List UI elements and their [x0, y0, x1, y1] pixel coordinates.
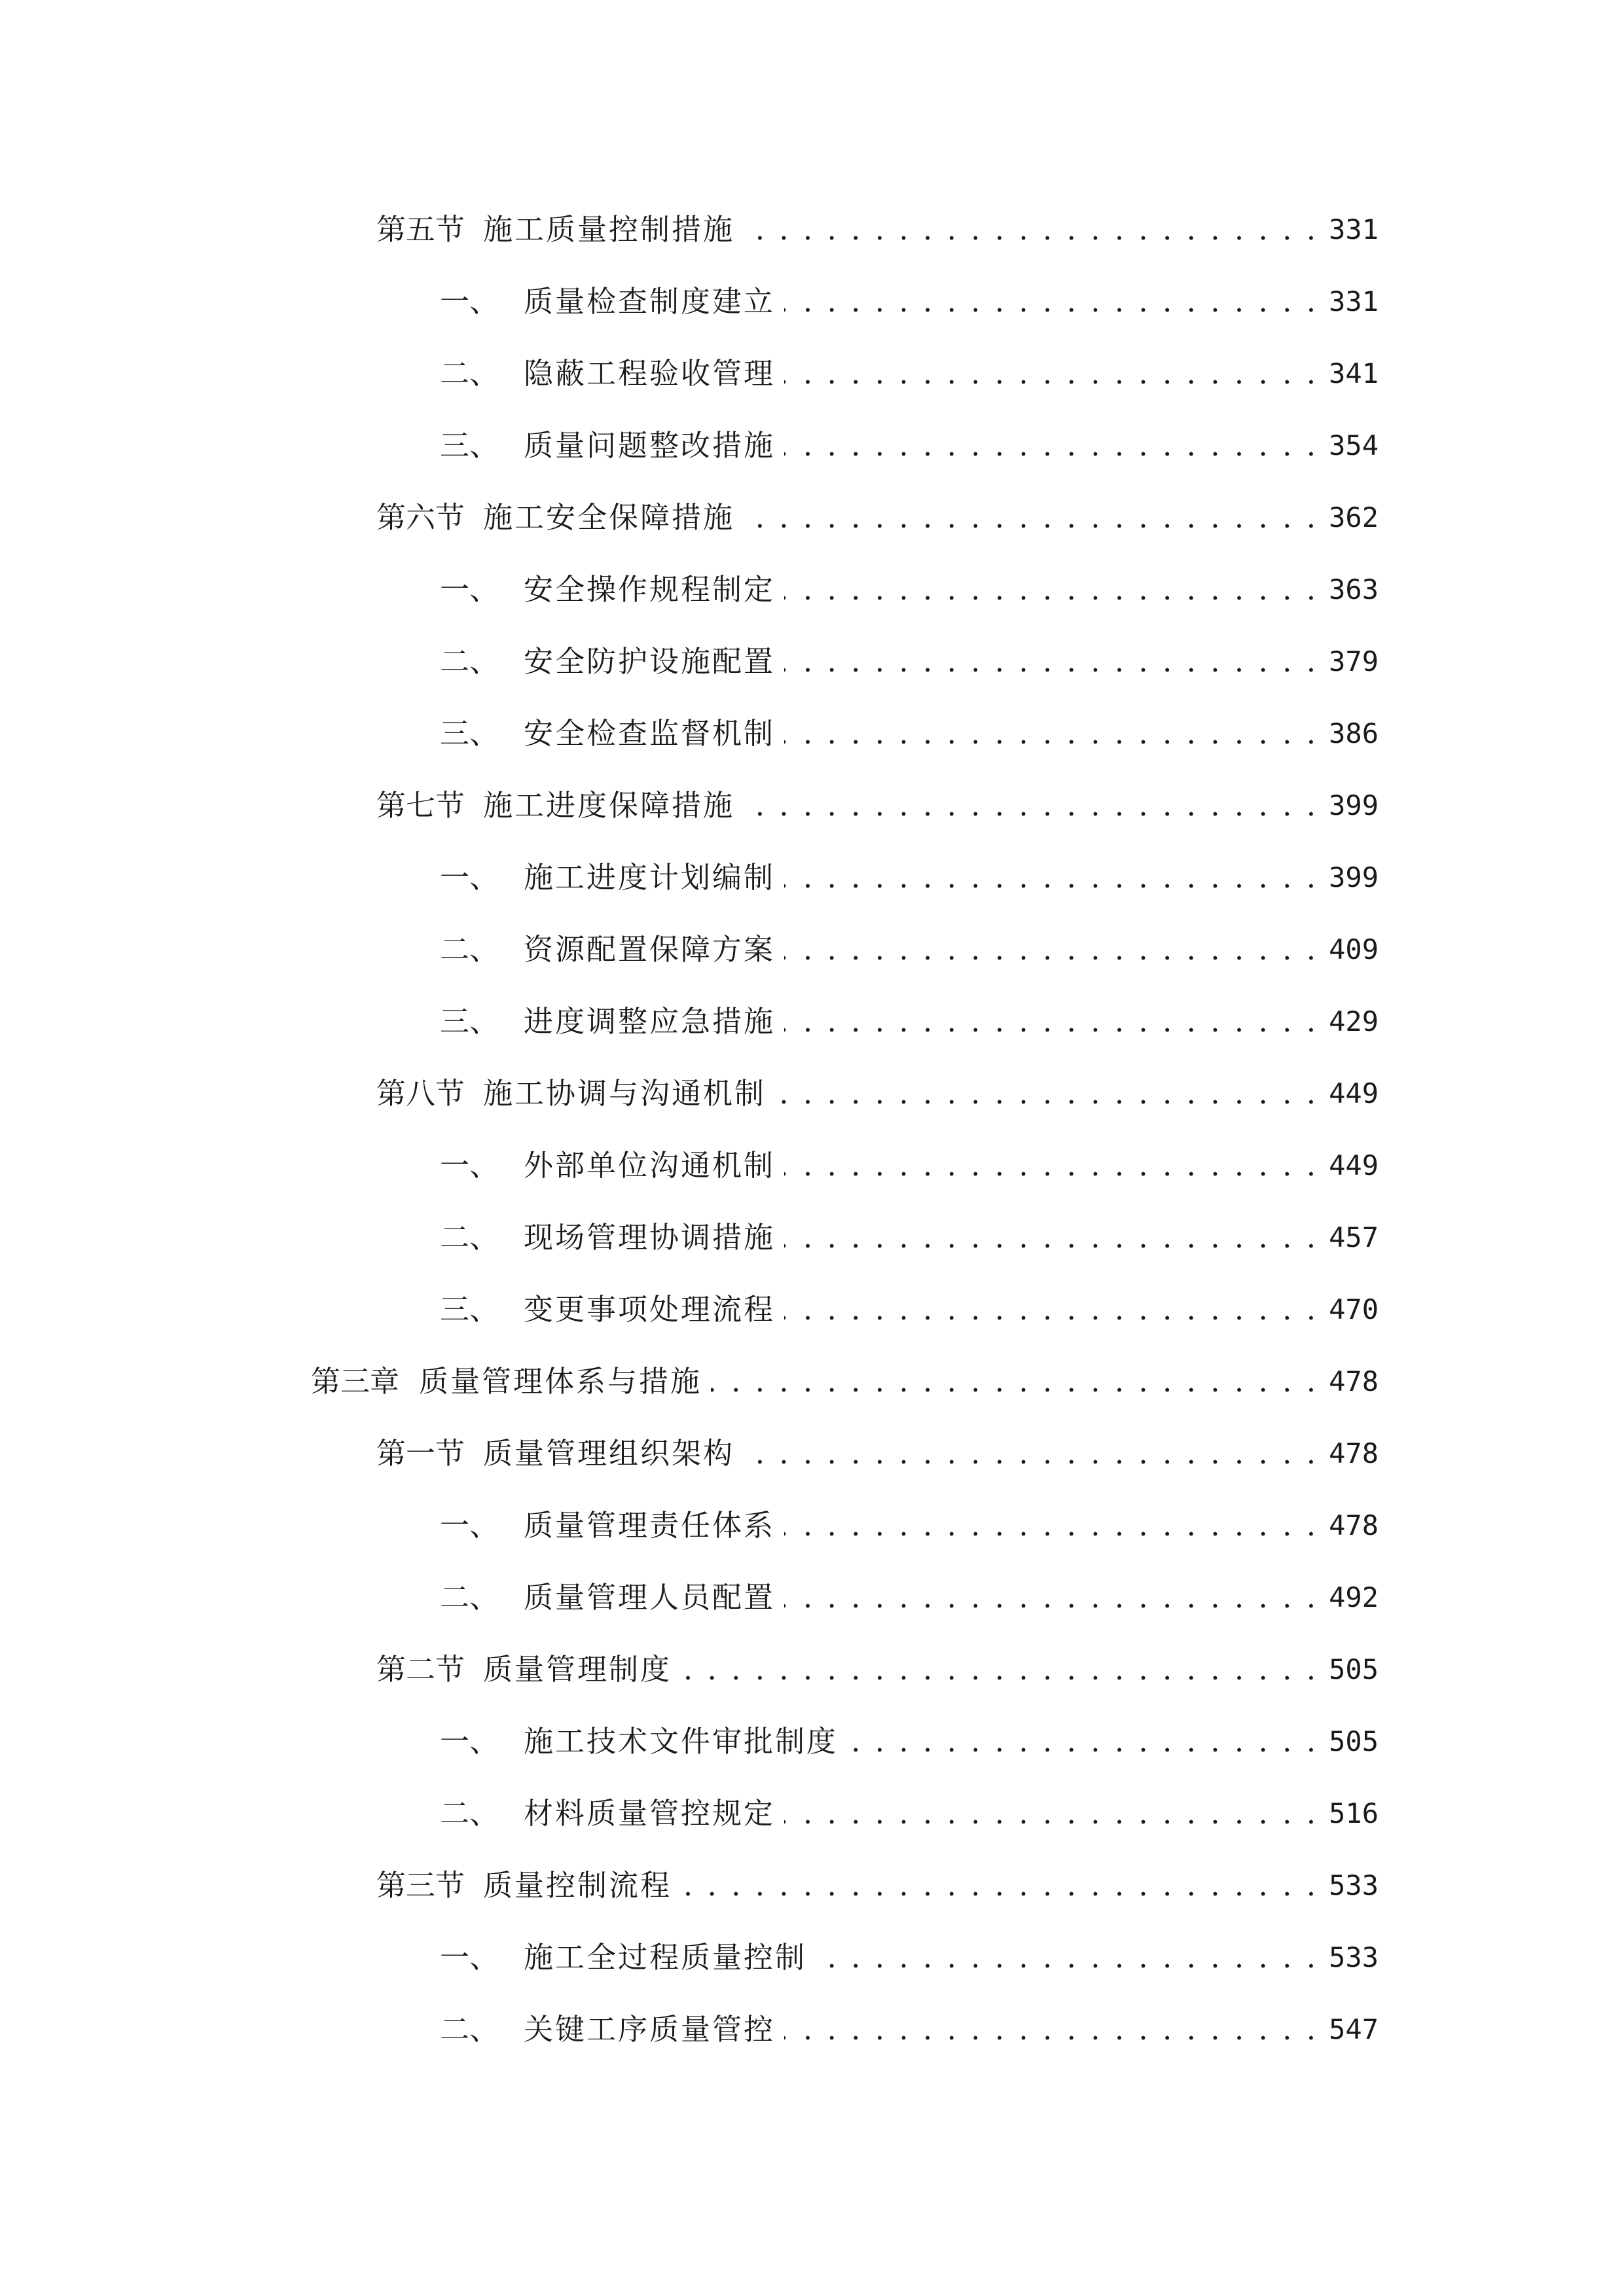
dot-leader: [784, 1002, 1318, 1041]
dot-leader: [744, 498, 1318, 537]
dot-leader: [816, 1938, 1318, 1977]
toc-entry-subsection[interactable]: [0, 1490, 1624, 1562]
toc-entry-title: 施工进度计划编制: [524, 860, 776, 895]
toc-entry-page: 533: [1329, 1869, 1379, 1901]
toc-entry-page: 386: [1329, 717, 1379, 749]
toc-entry-page: 449: [1329, 1077, 1379, 1109]
toc-entry-number: 第八节: [376, 1076, 465, 1111]
toc-entry-page: 409: [1329, 933, 1379, 965]
toc-entry-page: 341: [1329, 357, 1379, 389]
toc-entry-section[interactable]: [0, 482, 1624, 554]
toc-entry-number: 一、: [440, 1724, 499, 1759]
dot-leader: [775, 1074, 1318, 1113]
toc-entry-number: 一、: [440, 572, 499, 607]
toc-entry-number: 第三节: [376, 1868, 465, 1903]
toc-entry-number: 一、: [440, 284, 499, 319]
dot-leader: [744, 210, 1318, 249]
dot-leader: [784, 2010, 1318, 2049]
dot-leader: [847, 1722, 1318, 1761]
toc-entry-subsection[interactable]: [0, 1202, 1624, 1274]
toc-entry-page: 362: [1329, 501, 1379, 533]
toc-entry-page: 533: [1329, 1941, 1379, 1973]
toc-entry-section[interactable]: [0, 770, 1624, 842]
toc-entry-subsection[interactable]: [0, 1706, 1624, 1778]
toc-entry-subsection[interactable]: [0, 626, 1624, 698]
dot-leader: [784, 1794, 1318, 1833]
toc-entry-number: 三、: [440, 1004, 499, 1039]
dot-leader: [784, 714, 1318, 753]
toc-entry-title: 安全检查监督机制: [524, 716, 776, 751]
toc-entry-chapter[interactable]: [0, 1346, 1624, 1418]
toc-entry-page: 478: [1329, 1437, 1379, 1469]
toc-entry-page: 449: [1329, 1149, 1379, 1181]
toc-entry-title: 隐蔽工程验收管理: [524, 356, 776, 391]
toc-entry-number: 第五节: [376, 212, 465, 247]
toc-entry-title: 施工全过程质量控制: [524, 1940, 807, 1975]
toc-entry-page: 354: [1329, 429, 1379, 461]
toc-entry-title: 质量管理责任体系: [524, 1508, 776, 1543]
toc-entry-page: 331: [1329, 285, 1379, 317]
toc-entry-page: 470: [1329, 1293, 1379, 1325]
toc-entry-title: 施工技术文件审批制度: [524, 1724, 839, 1759]
toc-entry-page: 505: [1329, 1653, 1379, 1685]
toc-entry-section[interactable]: [0, 1634, 1624, 1706]
toc-entry-title: 关键工序质量管控: [524, 2012, 776, 2047]
toc-entry-page: 457: [1329, 1221, 1379, 1253]
dot-leader: [784, 1290, 1318, 1329]
toc-entry-title: 质量控制流程: [483, 1868, 672, 1903]
toc-entry-title: 施工进度保障措施: [483, 788, 735, 823]
toc-entry-title: 施工安全保障措施: [483, 500, 735, 535]
toc-entry-title: 变更事项处理流程: [524, 1292, 776, 1327]
toc-entry-page: 429: [1329, 1005, 1379, 1037]
toc-entry-page: 331: [1329, 213, 1379, 245]
dot-leader: [681, 1866, 1318, 1905]
dot-leader: [784, 570, 1318, 609]
toc-entry-subsection[interactable]: [0, 1922, 1624, 1994]
toc-entry-title: 施工协调与沟通机制: [483, 1076, 767, 1111]
toc-entry-subsection[interactable]: [0, 1778, 1624, 1850]
toc-entry-page: 399: [1329, 789, 1379, 821]
toc-entry-number: 三、: [440, 428, 499, 463]
toc-entry-page: 399: [1329, 861, 1379, 893]
toc-entry-subsection[interactable]: [0, 1994, 1624, 2066]
toc-entry-section[interactable]: [0, 1850, 1624, 1922]
toc-entry-title: 进度调整应急措施: [524, 1004, 776, 1039]
toc-entry-title: 质量问题整改措施: [524, 428, 776, 463]
toc-entry-number: 第三章: [311, 1364, 400, 1399]
dot-leader: [744, 1434, 1318, 1473]
toc-entry-page: 492: [1329, 1581, 1379, 1613]
dot-leader: [784, 1218, 1318, 1257]
toc-entry-number: 一、: [440, 1508, 499, 1543]
toc-entry-section[interactable]: [0, 194, 1624, 266]
toc-entry-title: 质量管理体系与措施: [419, 1364, 702, 1399]
dot-leader: [681, 1650, 1318, 1689]
toc-entry-number: 三、: [440, 1292, 499, 1327]
toc-entry-subsection[interactable]: [0, 338, 1624, 410]
dot-leader: [784, 426, 1318, 465]
toc-entry-subsection[interactable]: [0, 1562, 1624, 1634]
toc-entry-page: 363: [1329, 573, 1379, 605]
toc-entry-number: 三、: [440, 716, 499, 751]
toc-entry-number: 一、: [440, 1148, 499, 1183]
dot-leader: [744, 786, 1318, 825]
toc-entry-number: 第一节: [376, 1436, 465, 1471]
toc-entry-section[interactable]: [0, 1418, 1624, 1490]
toc-entry-title: 外部单位沟通机制: [524, 1148, 776, 1183]
dot-leader: [784, 930, 1318, 969]
toc-entry-number: 二、: [440, 2012, 499, 2047]
toc-entry-title: 质量管理制度: [483, 1652, 672, 1687]
toc-entry-page: 478: [1329, 1509, 1379, 1541]
toc-entry-subsection[interactable]: [0, 266, 1624, 338]
toc-entry-title: 安全操作规程制定: [524, 572, 776, 607]
dot-leader: [784, 354, 1318, 393]
toc-entry-title: 质量管理人员配置: [524, 1580, 776, 1615]
toc-entry-subsection[interactable]: [0, 410, 1624, 482]
toc-entry-number: 一、: [440, 1940, 499, 1975]
dot-leader: [784, 1506, 1318, 1545]
toc-entry-subsection[interactable]: [0, 1130, 1624, 1202]
dot-leader: [784, 1146, 1318, 1185]
toc-entry-number: 二、: [440, 932, 499, 967]
dot-leader: [784, 282, 1318, 321]
dot-leader: [784, 858, 1318, 897]
toc-entry-title: 现场管理协调措施: [524, 1220, 776, 1255]
toc-entry-title: 资源配置保障方案: [524, 932, 776, 967]
toc-entry-title: 施工质量控制措施: [483, 212, 735, 247]
dot-leader: [784, 642, 1318, 681]
toc-entry-page: 516: [1329, 1797, 1379, 1829]
toc-entry-number: 二、: [440, 1796, 499, 1831]
toc-entry-page: 379: [1329, 645, 1379, 677]
dot-leader: [784, 1578, 1318, 1617]
toc-entry-title: 质量管理组织架构: [483, 1436, 735, 1471]
toc-entry-subsection[interactable]: [0, 698, 1624, 770]
toc-entry-number: 二、: [440, 644, 499, 679]
toc-entry-number: 第七节: [376, 788, 465, 823]
toc-entry-subsection[interactable]: [0, 986, 1624, 1058]
toc-entry-title: 安全防护设施配置: [524, 644, 776, 679]
toc-entry-title: 材料质量管控规定: [524, 1796, 776, 1831]
toc-entry-title: 质量检查制度建立: [524, 284, 776, 319]
toc-entry-number: 二、: [440, 1220, 499, 1255]
toc-entry-number: 第二节: [376, 1652, 465, 1687]
toc-entry-number: 二、: [440, 1580, 499, 1615]
toc-entry-number: 二、: [440, 356, 499, 391]
table-of-contents: [0, 194, 1624, 2066]
toc-entry-subsection[interactable]: [0, 842, 1624, 914]
toc-entry-subsection[interactable]: [0, 554, 1624, 626]
toc-entry-subsection[interactable]: [0, 1274, 1624, 1346]
toc-entry-page: 478: [1329, 1365, 1379, 1397]
toc-entry-subsection[interactable]: [0, 914, 1624, 986]
toc-entry-page: 547: [1329, 2013, 1379, 2045]
dot-leader: [711, 1362, 1318, 1401]
toc-entry-number: 第六节: [376, 500, 465, 535]
toc-entry-section[interactable]: [0, 1058, 1624, 1130]
toc-entry-page: 505: [1329, 1725, 1379, 1757]
toc-entry-number: 一、: [440, 860, 499, 895]
